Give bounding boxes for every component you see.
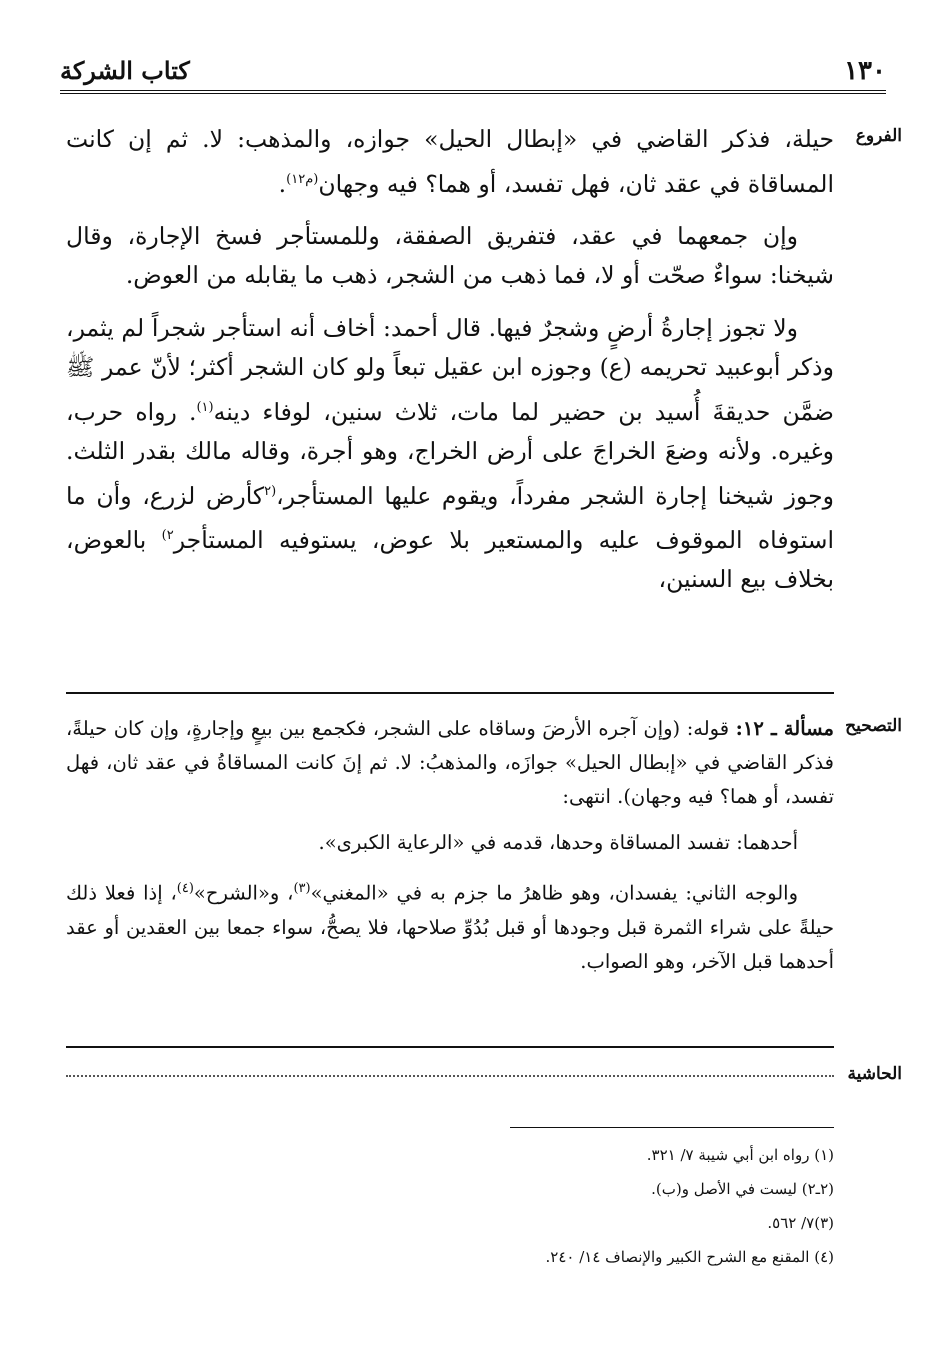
- hashiya-label: الحاشية: [847, 1064, 902, 1084]
- footnote-ref: ٢): [161, 527, 174, 543]
- book-title: كتاب الشركة: [60, 56, 190, 85]
- furu-paragraph-2: وإن جمعهما في عقد، فتفريق الصفقة، وللمستأجر فسخ الإجارة، وقال شيخنا: سواءٌ صحّت أو لا، فما ذهب من الشجر، ذهب ما يقابله من العوض.: [66, 221, 834, 290]
- hashiya-dotted-line: [66, 1075, 834, 1077]
- furu-label: الفروع: [855, 126, 902, 146]
- footnote-ref: (٢: [264, 483, 277, 499]
- issue-number: مسألة ـ ١٢:: [735, 717, 835, 740]
- page-header: [60, 52, 886, 92]
- footnote-2: (٢ـ٢) ليست في الأصل و(ب).: [651, 1180, 834, 1198]
- footnote-ref: (٣): [293, 881, 311, 896]
- header-rule: [60, 90, 886, 96]
- furu-paragraph-3: ولا تجوز إجارةُ أرضٍ وشجرٌ فيها. قال أحمد: أخاف أنه استأجر شجراً لم يثمر، وذكر أبوعبيد تحريمه (ع) وجوزه ابن عقيل تبعاً ولو كان الشجر أكثر؛ لأنّ عمر ﷺ ضمَّن حديقةَ أُسيد بن حضير لما مات، ثلاث سنين، لوفاء دينه$^{(١)}$. رواه حرب، وغيره. ولأنه وضعَ الخراجَ على أرض الخراج، وهو أجرة، وقاله مالك بقدر الثلث. وجوز شيخنا إجارة الشجر مفرداً، ويقوم عليها المستأجر،$^{(٢}$كأرض لزرع، وأن ما استوفاه الموقوف عليه والمستعير بلا عوض، يستوفيه المستأجر$^{٢)}$ بالعوض، بخلاف بيع السنين،: [66, 313, 834, 594]
- footnote-ref: (٤): [176, 881, 194, 896]
- footnotes: [66, 1138, 834, 1274]
- tashih-paragraph-1: مسألة ـ ١٢: قوله: (وإن آجره الأرضَ وساقاه على الشجر، فكجمع بين بيعٍ وإجارةٍ، وإن كان حيلةً، فذكر القاضي في «إبطال الحيل» جوازَه، والمذهبُ: لا. ثم إنَ كانت المساقاةُ في عقد ثان، فهل تفسد، أو هما؟ فيه وجهان). انتهى:: [66, 717, 835, 808]
- furu-paragraph-1: حيلة، فذكر القاضي في «إبطال الحيل» جوازه، والمذهب: لا. ثم إن كانت المساقاة في عقد ثان، فهل تفسد، أو هما؟ فيه وجهان$^{(م١٢)}$.: [66, 125, 834, 198]
- tashih-label: التصحيح: [845, 716, 902, 736]
- furu-section: [66, 120, 834, 613]
- footnote-ref: (١): [196, 399, 214, 415]
- footnote-rule: [510, 1127, 834, 1128]
- footnote-3: (٣)٧/ ٥٦٢.: [767, 1214, 834, 1232]
- page-number: ١٣٠: [844, 56, 886, 86]
- footnote-1: (١) رواه ابن أبي شيبة ٧/ ٣٢١.: [646, 1146, 834, 1164]
- footnote-ref: (م١٢): [286, 171, 319, 187]
- footnote-4: (٤) المقنع مع الشرح الكبير والإنصاف ١٤/ ٢٤٠.: [545, 1248, 834, 1266]
- section-divider: [66, 692, 834, 694]
- tashih-paragraph-3: والوجه الثاني: يفسدان، وهو ظاهرُ ما جزم به في «المغني»$^{(٣)}$، و«الشرح»$^{(٤)}$، إذا فعلا ذلك حيلةً على شراء الثمرة قبل وجودها أو قبل بُدُوِّ صلاحها، فلا يصحُّ، سواء جمعا بين العقدين أو عقد أحدهما قبل الآخر، وهو الصواب.: [66, 881, 834, 973]
- section-divider: [66, 1046, 834, 1048]
- tashih-paragraph-2: أحدهما: تفسد المساقاة وحدها، قدمه في «الرعاية الكبرى».: [318, 831, 798, 854]
- tashih-section: [66, 712, 834, 991]
